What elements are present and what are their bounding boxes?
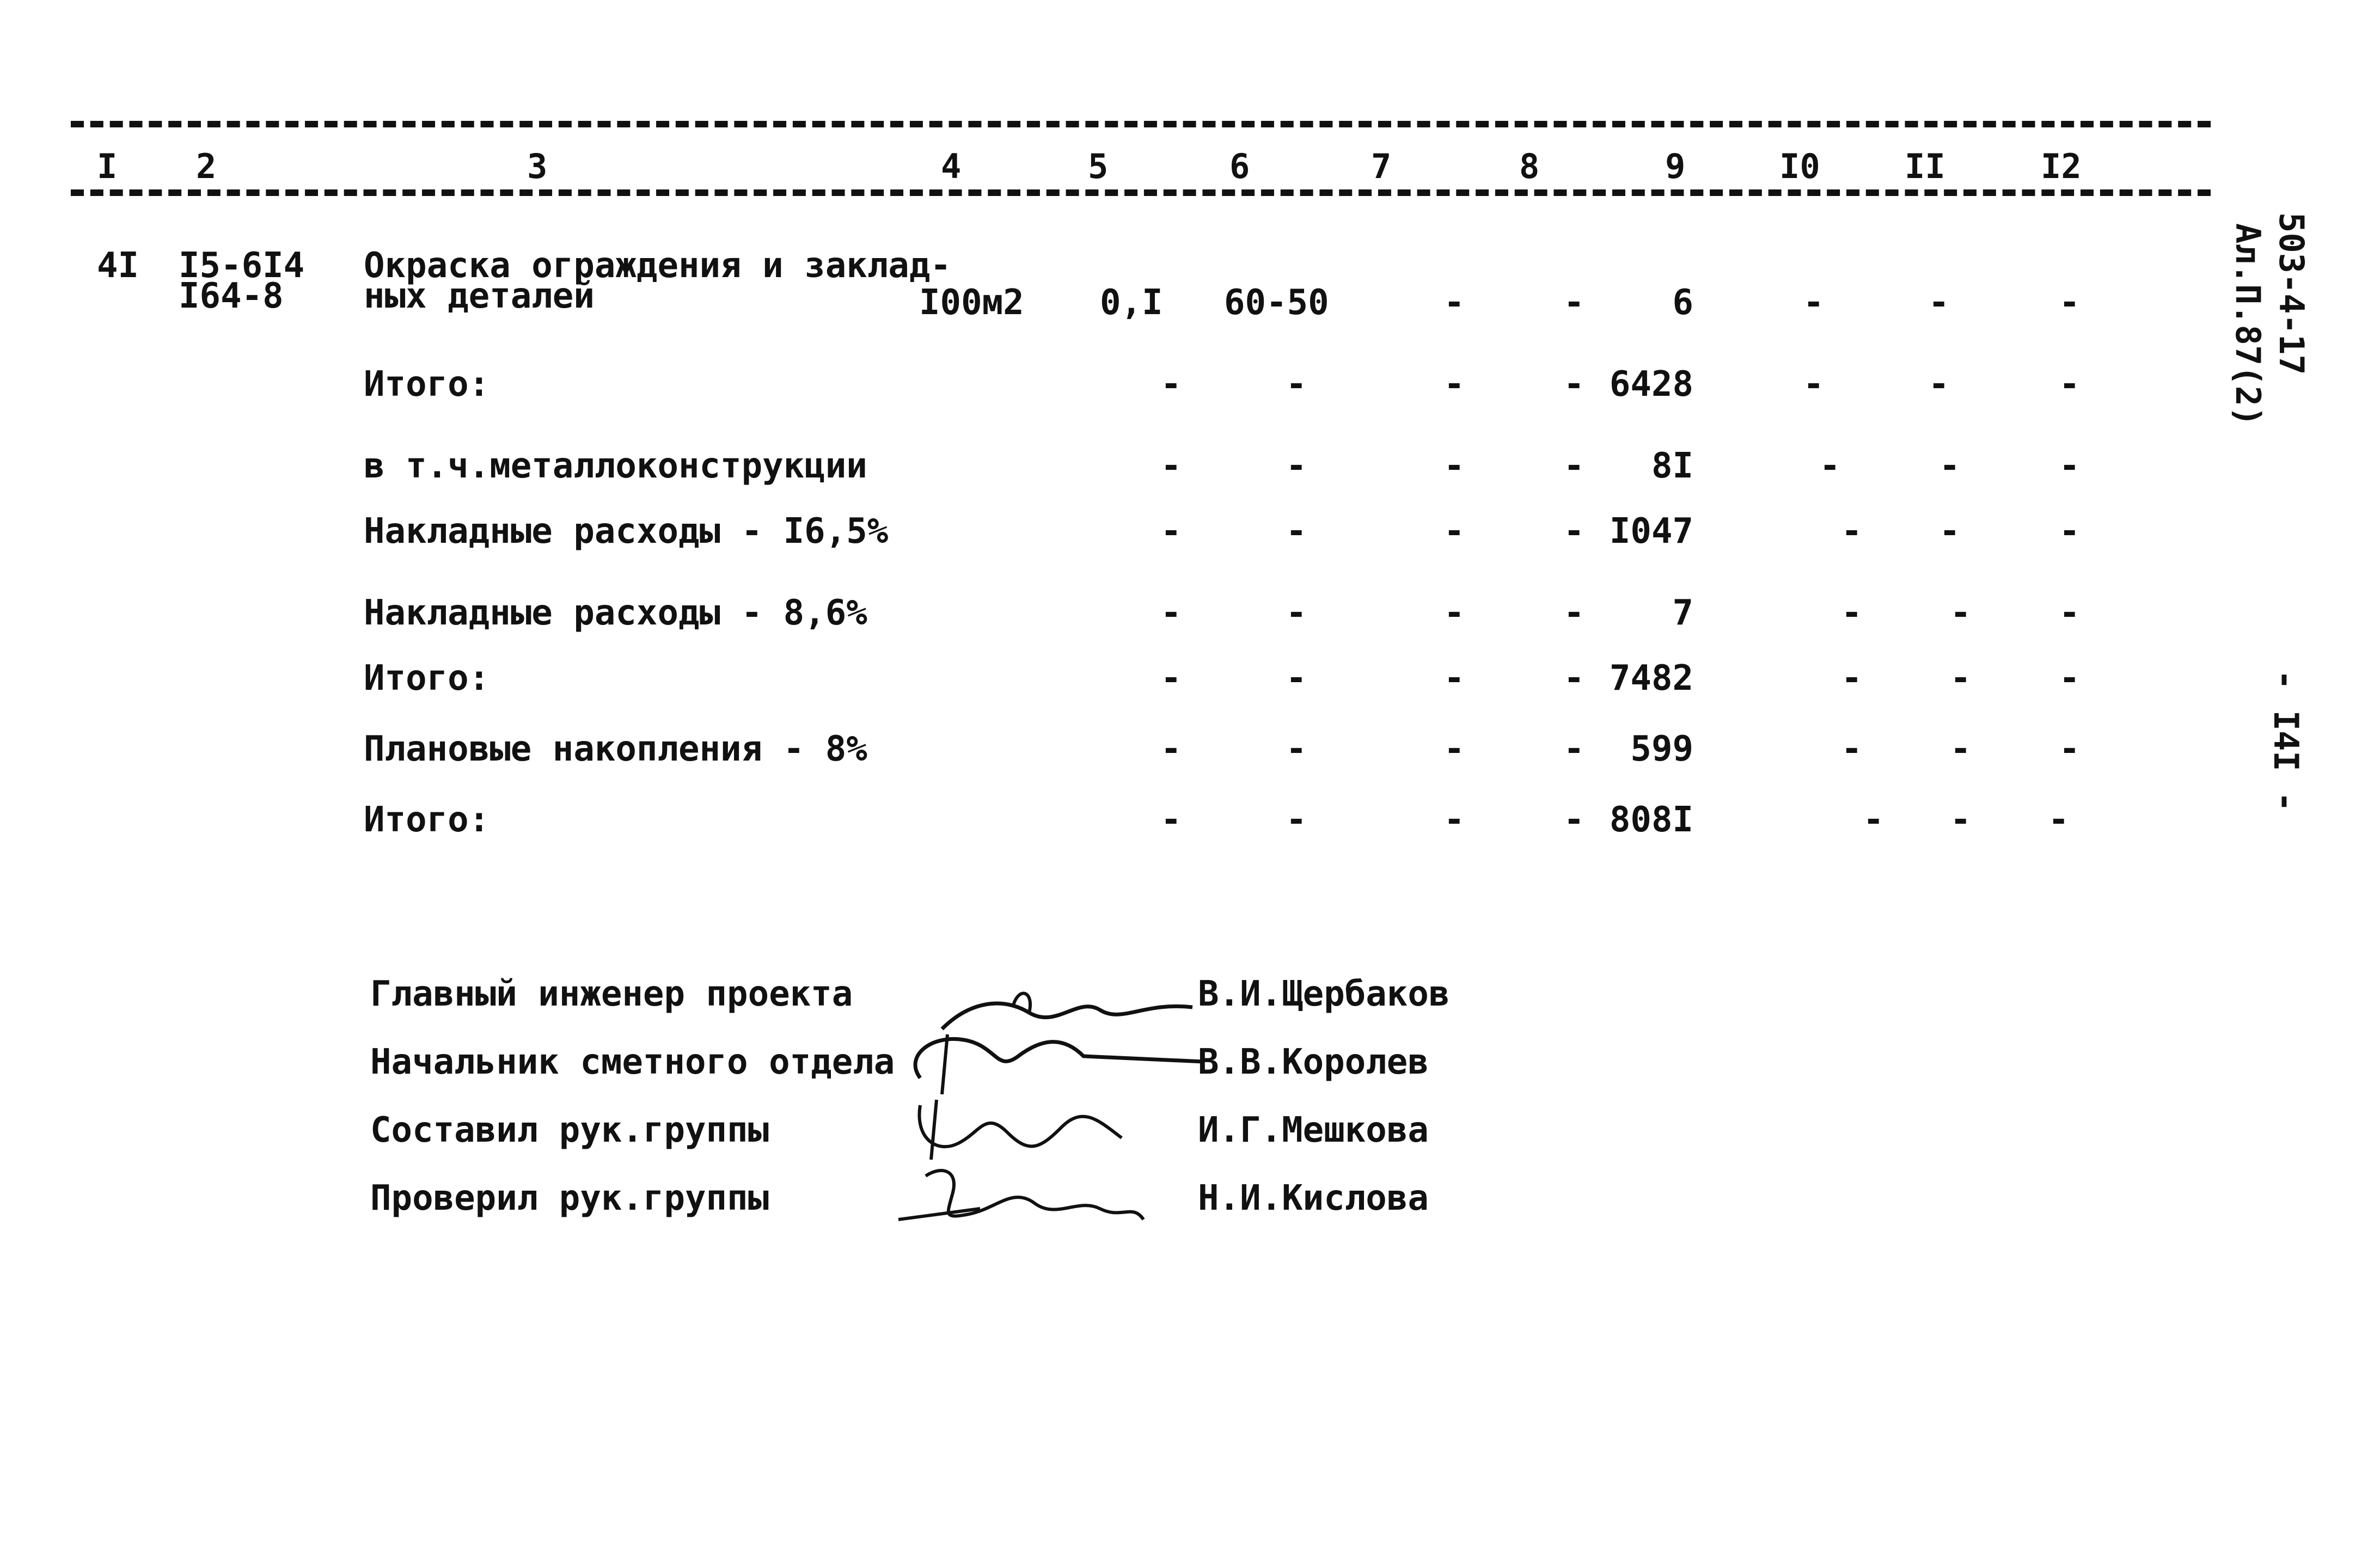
col-4-header: 4 xyxy=(941,146,962,186)
summary-c10: - xyxy=(1863,800,1884,840)
col-11-header: II xyxy=(1905,146,1945,186)
summary-c5: - xyxy=(1160,800,1182,840)
col-2-header: 2 xyxy=(196,146,217,186)
summary-c6: - xyxy=(1286,364,1307,405)
summary-c6: - xyxy=(1286,593,1307,633)
summary-c5: - xyxy=(1160,658,1182,699)
summary-c11: - xyxy=(1939,511,1960,552)
side-stamp-sheet: Ал.П.87(2) xyxy=(2228,223,2268,427)
summary-c12: - xyxy=(2059,658,2080,699)
summary-c11: - xyxy=(1950,800,1971,840)
summary-c7: - xyxy=(1443,364,1465,405)
row-unit: I00м2 xyxy=(919,283,1024,323)
summary-c10: - xyxy=(1841,593,1862,633)
handwritten-signature-2 xyxy=(898,1024,1203,1100)
summary-c10: - xyxy=(1803,364,1824,405)
summary-c11: - xyxy=(1939,446,1960,486)
summary-label: Плановые накопления - 8% xyxy=(364,729,867,769)
row-number: 4I xyxy=(97,246,139,286)
signature-role: Проверил рук.группы xyxy=(370,1178,769,1218)
signature-name: Н.И.Кислова xyxy=(1198,1178,1429,1218)
col-6-header: 6 xyxy=(1229,146,1250,186)
summary-c8: - xyxy=(1563,364,1584,405)
summary-c8: - xyxy=(1563,658,1584,699)
summary-c11: - xyxy=(1950,658,1971,699)
summary-c11: - xyxy=(1950,729,1971,769)
summary-c10: - xyxy=(1841,729,1862,769)
col-10-header: I0 xyxy=(1779,146,1820,186)
signature-name: В.И.Щербаков xyxy=(1198,974,1450,1014)
summary-label: Накладные расходы - 8,6% xyxy=(364,593,867,633)
row-col-7: - xyxy=(1443,283,1465,323)
summary-c9: 599 xyxy=(1630,729,1693,769)
row-col-8: - xyxy=(1563,283,1584,323)
summary-c5: - xyxy=(1160,446,1182,486)
summary-c7: - xyxy=(1443,729,1465,769)
summary-c6: - xyxy=(1286,446,1307,486)
summary-label: Итого: xyxy=(364,364,490,405)
signature-name: И.Г.Мешкова xyxy=(1198,1110,1429,1150)
row-col-10: - xyxy=(1803,283,1824,323)
summary-c9: 6428 xyxy=(1609,364,1693,405)
summary-c7: - xyxy=(1443,658,1465,699)
summary-c6: - xyxy=(1286,729,1307,769)
summary-c6: - xyxy=(1286,511,1307,552)
summary-c5: - xyxy=(1160,729,1182,769)
col-3-header: 3 xyxy=(527,146,548,186)
signature-role: Составил рук.группы xyxy=(370,1110,769,1150)
signature-name: В.В.Королев xyxy=(1198,1042,1429,1082)
handwritten-signature-4 xyxy=(893,1160,1154,1230)
row-name-line-2: ных деталей xyxy=(364,276,595,316)
summary-c11: - xyxy=(1950,593,1971,633)
summary-c12: - xyxy=(2048,800,2069,840)
summary-c9: 7482 xyxy=(1609,658,1693,699)
summary-c7: - xyxy=(1443,511,1465,552)
top-dashed-rule xyxy=(71,121,2211,127)
col-7-header: 7 xyxy=(1371,146,1392,186)
summary-c7: - xyxy=(1443,446,1465,486)
summary-c9: I047 xyxy=(1609,511,1693,552)
summary-label: в т.ч.металлоконструкции xyxy=(364,446,867,486)
summary-c8: - xyxy=(1563,511,1584,552)
row-col-12: - xyxy=(2059,283,2080,323)
summary-c12: - xyxy=(2059,593,2080,633)
col-9-header: 9 xyxy=(1665,146,1686,186)
col-1-header: I xyxy=(97,146,118,186)
summary-c10: - xyxy=(1841,658,1862,699)
summary-c6: - xyxy=(1286,658,1307,699)
row-price: 60-50 xyxy=(1224,283,1329,323)
summary-c5: - xyxy=(1160,364,1182,405)
summary-c7: - xyxy=(1443,800,1465,840)
col-8-header: 8 xyxy=(1519,146,1540,186)
summary-c8: - xyxy=(1563,729,1584,769)
row-code-line-2: I64-8 xyxy=(179,276,284,316)
summary-c9: 7 xyxy=(1672,593,1693,633)
summary-c12: - xyxy=(2059,511,2080,552)
summary-c12: - xyxy=(2059,729,2080,769)
summary-c8: - xyxy=(1563,446,1584,486)
summary-c6: - xyxy=(1286,800,1307,840)
summary-c8: - xyxy=(1563,593,1584,633)
summary-c12: - xyxy=(2059,364,2080,405)
summary-label: Накладные расходы - I6,5% xyxy=(364,511,889,552)
row-name-line-1: Окраска ограждения и заклад- xyxy=(364,246,951,286)
summary-c10: - xyxy=(1841,511,1862,552)
col-5-header: 5 xyxy=(1088,146,1109,186)
header-dashed-rule xyxy=(71,189,2211,196)
summary-c12: - xyxy=(2059,446,2080,486)
row-col-9: 6 xyxy=(1672,283,1693,323)
row-col-11: - xyxy=(1928,283,1949,323)
summary-c9: 8I xyxy=(1651,446,1693,486)
row-code-line-1: I5-6I4 xyxy=(179,246,305,286)
summary-c5: - xyxy=(1160,511,1182,552)
summary-label: Итого: xyxy=(364,800,490,840)
summary-c11: - xyxy=(1928,364,1949,405)
side-stamp-code: 503-4-17 xyxy=(2272,212,2311,375)
signature-role: Начальник сметного отдела xyxy=(370,1042,895,1082)
row-quantity: 0,I xyxy=(1100,283,1163,323)
handwritten-signature-3 xyxy=(904,1089,1133,1165)
side-stamp-page: - I4I - xyxy=(2266,670,2306,812)
summary-c9: 808I xyxy=(1609,800,1693,840)
col-12-header: I2 xyxy=(2041,146,2082,186)
summary-c5: - xyxy=(1160,593,1182,633)
summary-label: Итого: xyxy=(364,658,490,699)
summary-c10: - xyxy=(1819,446,1840,486)
summary-c7: - xyxy=(1443,593,1465,633)
summary-c8: - xyxy=(1563,800,1584,840)
signature-role: Главный инженер проекта xyxy=(370,974,853,1014)
